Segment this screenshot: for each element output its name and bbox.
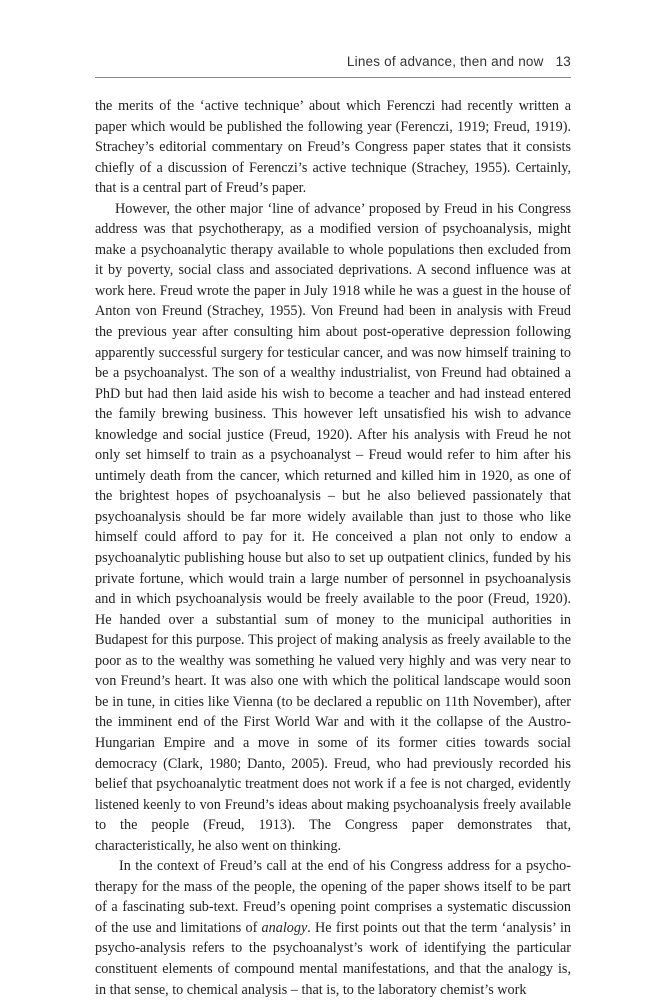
paragraph-3-text-end: . He first points out that the term ‘analysis’ in psycho-analysis refers to the psychoanalyst’s work of identifying the particular constituent elements of compound mental manifestations, and that the analogy is, in that sense, to chemical analysis – that is, to the laboratory chemist’s work bbox=[95, 919, 571, 998]
page-number: 13 bbox=[555, 54, 571, 69]
header-rule bbox=[95, 77, 571, 78]
paragraph-3 bbox=[95, 856, 571, 1000]
emphasis-analogy: analogy bbox=[261, 919, 308, 936]
running-title: Lines of advance, then and now bbox=[346, 54, 544, 69]
body-text bbox=[95, 96, 571, 1000]
paragraph-2: However, the other major ‘line of advance’ proposed by Freud in his Congress address was that psychotherapy, as a modified version of psychoanalysis, might make a psychoanalytic therapy available to whole populations then excluded from it by poverty, social class and associated deprivations. A second influence was at work here. Freud wrote the paper in July 1918 while he was a guest in the house of Anton von Freund (Strachey, 1955). Von Freund had been in analysis with Freud the previous year after consulting him about post-operative depression following apparently successful surgery for testicular cancer, and was now himself training to be a psychoanalyst. The son of a wealthy industrialist, von Freund had obtained a PhD but had then laid aside his wish to become a teacher and had instead entered the family brewing business. This however left unsatisfied his wish to advance knowledge and social justice (Freud, 1920). After his analysis with Freud he not only set himself to train as a psychoanalyst – Freud would refer to him after his untimely death from the cancer, which returned and killed him in 1920, as one of the brightest hopes of psychoanalysis – but he also believed passionately that psychoanalysis should be far more widely available than just to those who like himself could afford to pay for it. He conceived a plan not only to endow a psychoanalytic publishing house but also to set up outpatient clinics, funded by his private fortune, which would train a large number of personnel in psychoanalysis and in which psychoanalysis would be freely available to the poor (Freud, 1920). He handed over a substantial sum of money to the municipal authorities in Budapest for this purpose. This project of making analysis as freely available to the poor as to the wealthy was something he valued very highly and was very near to von Freund’s heart. It was also one with which the political landscape would soon be in tune, in cities like Vienna (to be declared a republic on 11th November), after the imminent end of the First World War and with it the collapse of the Austro-Hungarian Empire and a move in some of its former cities towards social democracy (Clark, 1980; Danto, 2005). Freud, who had previously recorded his belief that psychoanalytic treatment does not work if a fee is not charged, evidently listened keenly to von Freund’s ideas about making psychoanalysis freely available to the people (Freud, 1913). The Congress paper demonstrates that, characteristically, he also went on thinking. bbox=[95, 200, 571, 854]
paragraph-3-text-start: In the context of Freud’s call at the end of his Congress address for a psychotherapy for the mass of the people, the opening of the paper shows itself to be part of a fascinating sub-text. Freud’s opening point comprises a systematic discussion of the use and limitations of bbox=[95, 858, 571, 936]
running-head bbox=[347, 54, 571, 69]
paragraph-1: the merits of the ‘active technique’ about which Ferenczi had recently written a paper which would be published the following year (Ferenczi, 1919; Freud, 1919). Strachey’s editorial commentary on Freud’s Congress paper states that it consists chiefly of a discussion of Ferenczi’s active technique (Strachey, 1955). Certainly, that is a central part of Freud’s paper. bbox=[95, 98, 571, 197]
